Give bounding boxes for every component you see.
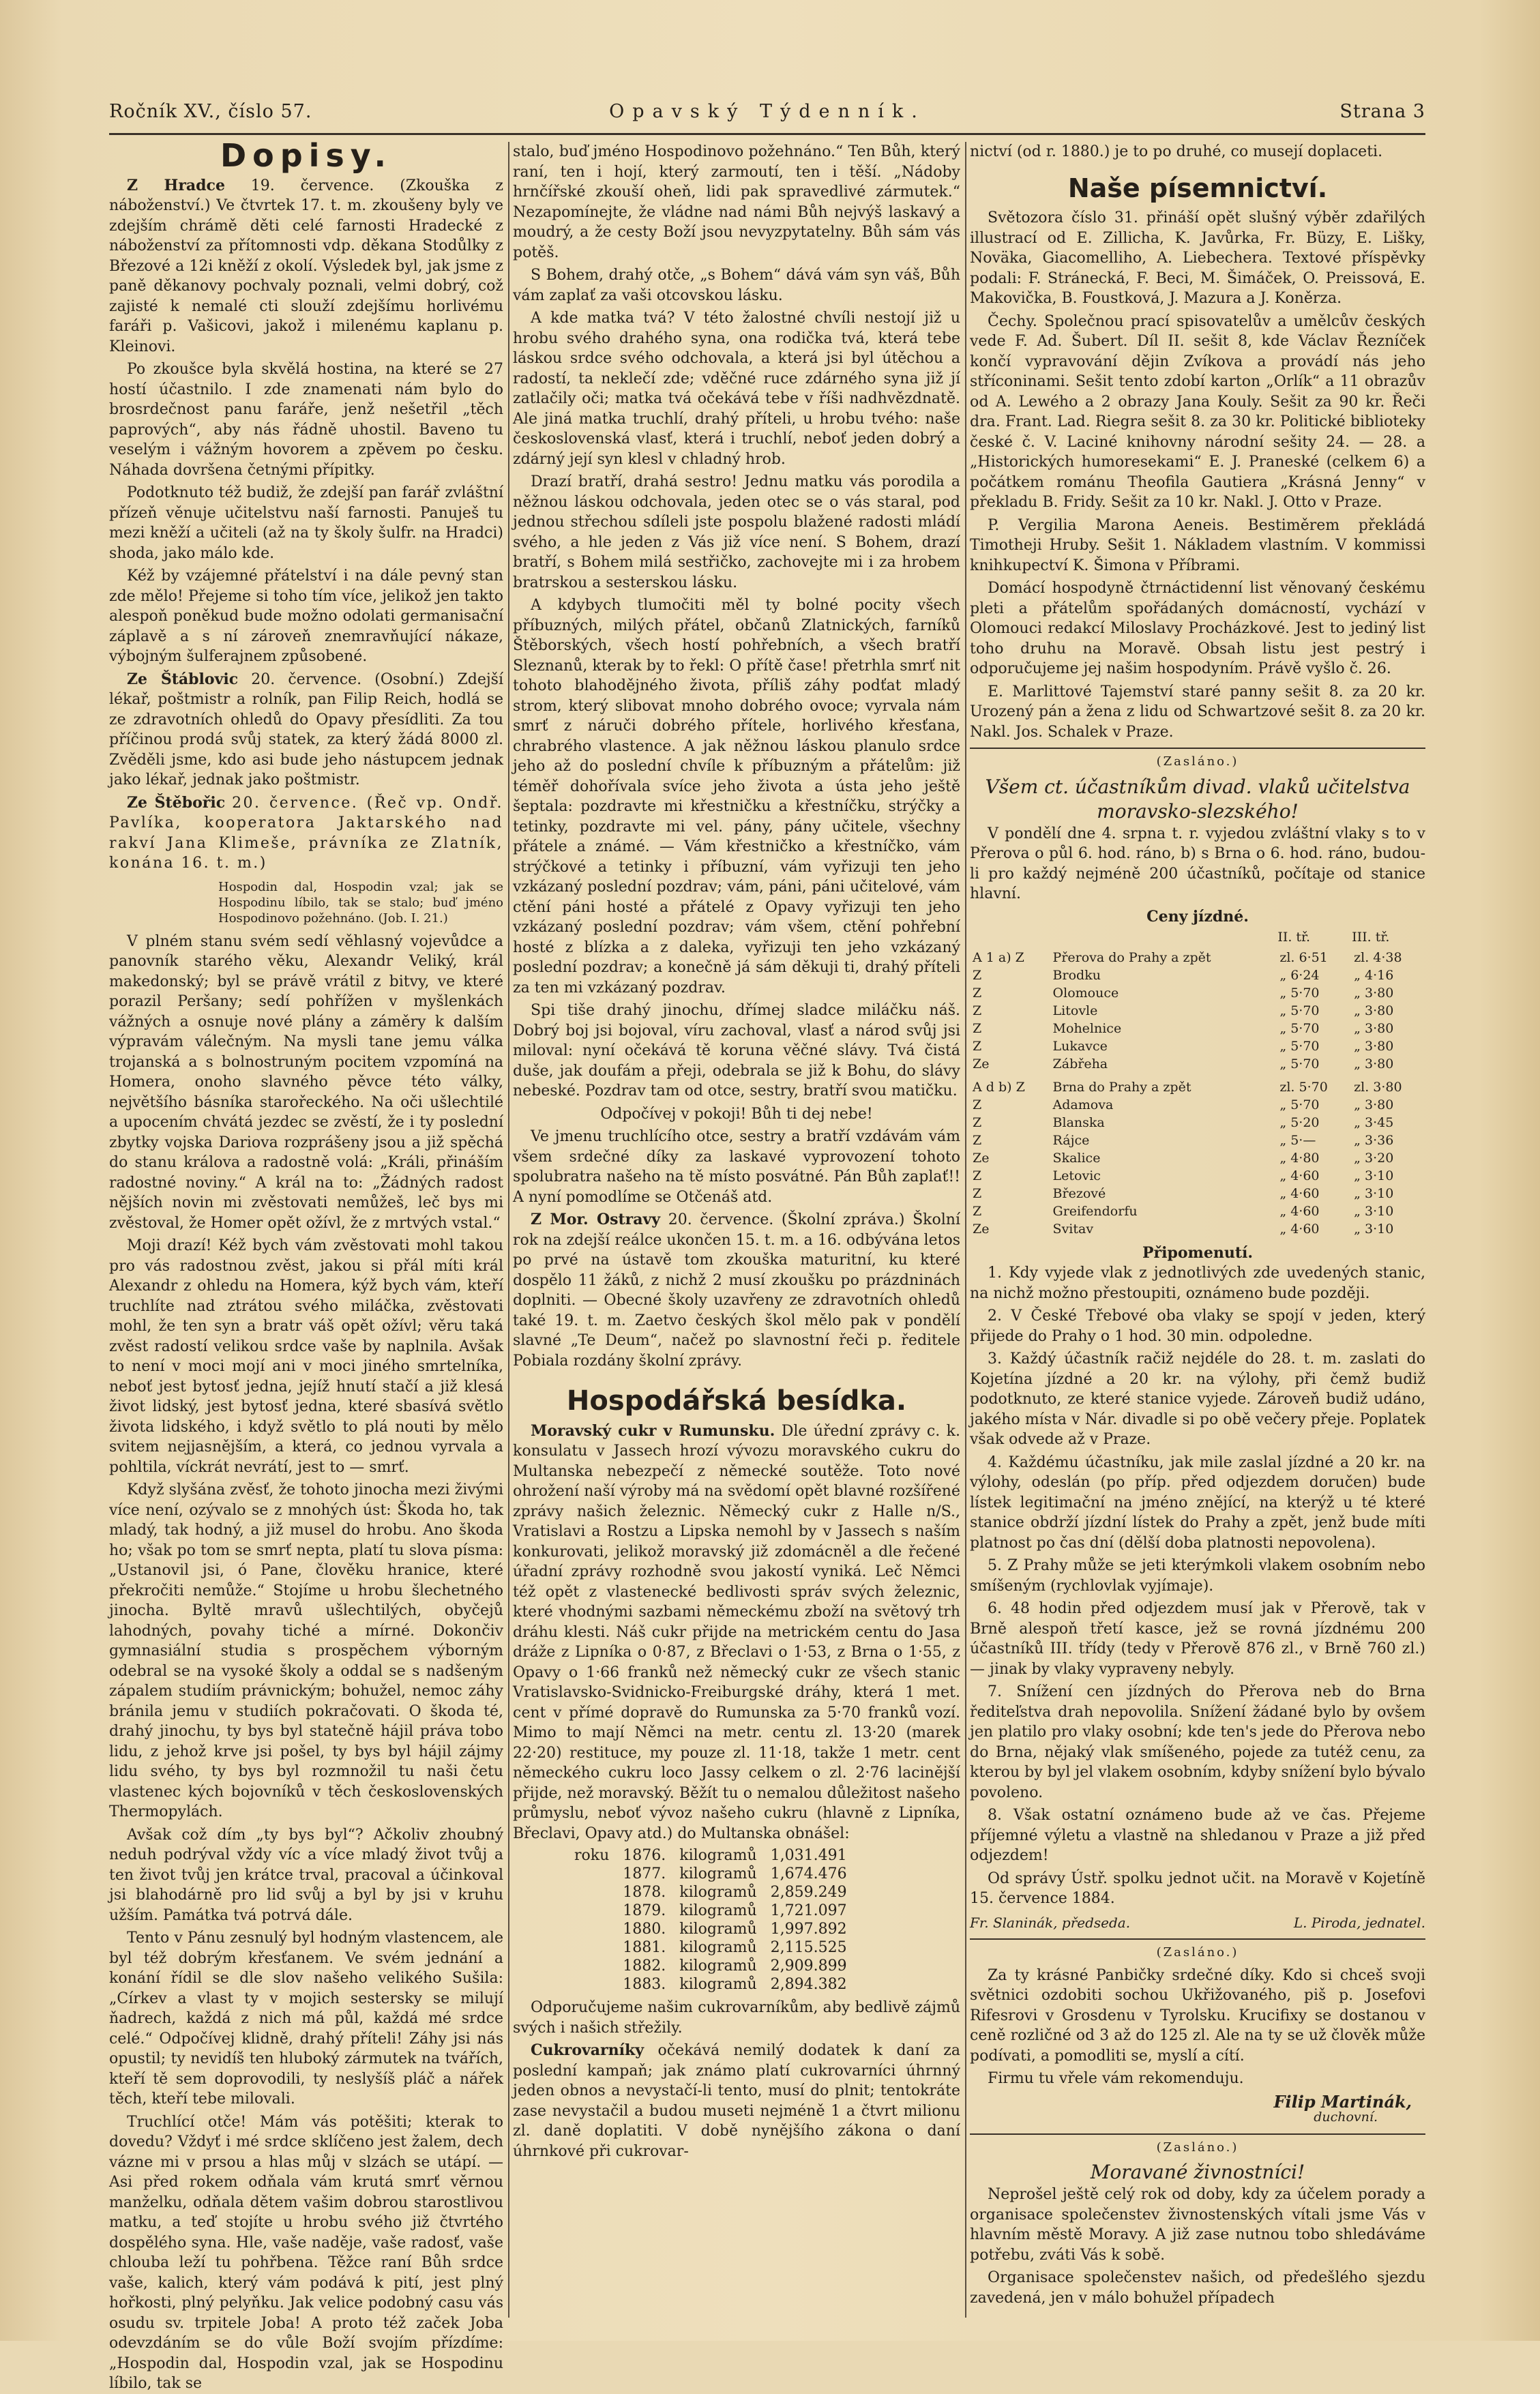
article-stablovic (109, 670, 503, 790)
fare-station: Svitav (1052, 1221, 1094, 1237)
zaslano-label: (Zasláno.) (970, 748, 1425, 772)
fare-station: Letovic (1052, 1168, 1101, 1183)
table-row (970, 966, 1425, 984)
paragraph: A kdybych tlumočiti měl ty bolné pocity všech příbuzných, milých přátel, občanů Zlatnických, farníků Štěborských, všech hostí pohřebních, a všech bratří Sleznanů, kterak by to řekl: O přítě čase! přetrhla smrť nit tohoto blahodějného života, příliš záhy podťat mladý strom, který slibovat mnoho dobrého ovoce; vyrvala nám smrť z náruči dobrého přítele, horlivého křesťana, chrabrého vlastence. A jak něžnou láskou planulo srdce jeho až do poslední chvíle k příbuzným a přátelům: již téměř dohořívala svíce jeho života a ústa jeho ještě šeptala: pozdravte mi křestničku a křestníčku, strýčky a tetinky, pozdravte mi vel. pány, pány učitele, všechny přátele a známé. — Vám křestničko a křestníčko, vám strýčkové a tetinky i příbuzní, vám vyřizuji ten jeho vzkázaný poslední pozdrav; vám, páni, páni učitelové, vám ctění páni hosté a přátelé z Opavy vyřizuji ten jeho vzkázaný poslední pozdrav; vám všem, ctění pohřební hosté z blízka a z daleka, vyřizuji ten jeho vzkázaný poslední pozdrav; a konečně já sám děkuji ti, drahý příteli za ten mi vzkázaný pozdrav. (513, 597, 960, 996)
table-row (970, 1055, 1425, 1073)
stats-value: 2,894.382 (770, 1976, 847, 1993)
fare-third-class: „ 3·80 (1354, 1003, 1394, 1018)
fare-station: Březové (1052, 1185, 1106, 1201)
stats-value: 2,859.249 (770, 1884, 847, 1901)
fare-second-class: „ 5·70 (1279, 1038, 1320, 1054)
table-row (567, 1846, 854, 1865)
newspaper-title: Opavský Týdenník. (609, 101, 926, 122)
fare-third-class: zl. 3·80 (1354, 1079, 1402, 1095)
article-hradec (109, 176, 503, 357)
table-row (970, 1037, 1425, 1055)
paragraph: Tento v Pánu zesnulý byl hodným vlastencem, ale byl též dobrým křesťanem. Ve svém jednání a konání řídil se dle slov našeho velikého Sušila: „Církev a vlast ty v mojich sestersky se milují ňadrech, každá z nich má půl, každá mé srdce celé.“ Odpočívej klidně, drahý příteli! Záhy jsi nás opustil; ty nevidíš ten hluboký zármutek na tvářích, kteří tě sem doprovodili, ty neslyšíš pláč a nářek těch, kteří tebe milovali. (109, 1930, 503, 2108)
table-row (970, 1114, 1425, 1132)
fare-prefix: Z (973, 1097, 982, 1112)
signature-left: Fr. Slaninák, předseda. (970, 1914, 1131, 1931)
stats-label (567, 1865, 616, 1883)
fare-third-class: „ 3·80 (1354, 1038, 1394, 1054)
table-row (567, 1975, 854, 1994)
paragraph: stalo, buď jméno Hospodinovo požehnáno.“ Ten Bůh, který raní, ten i hojí, který zarmoutí, ten i těší. „Nádoby hrnčířské zkouší oheň, lidi pak spravedlivé zármutek.“ Nezapomínejte, že vládne nad námi Bůh nejvýš laskavý a moudrý, a že cesty Boží jsou nevyzpytatelny. Bůh sám vás potěš. (513, 143, 960, 261)
note-item: 6. 48 hodin před odjezdem musí jak v Přerově, tak v Brně alespoň třetí kasce, jež se rovná jízdnému 200 účastníků III. třídy (tedy v Přerově 876 zl., v Brně 760 zl.) — jinak by vlaky vypraveny nebyly. (970, 1600, 1425, 1678)
column-2 (513, 142, 960, 2311)
fare-third-class: „ 3·36 (1354, 1132, 1394, 1148)
fares-col-3: III. tř. (1352, 930, 1390, 945)
issue-number: Ročník XV., číslo 57. (109, 101, 312, 122)
fare-prefix: Z (973, 1132, 982, 1148)
fare-station: Blanska (1052, 1114, 1105, 1130)
article-cukrovarnici (513, 2041, 960, 2161)
fare-prefix: Z (973, 1185, 982, 1201)
stats-year: 1878. (623, 1884, 666, 1901)
stats-label (567, 1883, 616, 1902)
paragraph: Odporučujeme našim cukrovarníkům, aby bedlivě zájmů svých i našich střežily. (513, 1999, 960, 2037)
stats-unit: kilogramů (679, 1902, 757, 1919)
paragraph: Organisace společenstev našich, od předešlého sjezdu zavedená, jen v málo bohužel případech (970, 2269, 1425, 2307)
paragraph: V plném stanu svém sedí věhlasný vojevůdce a panovník starého věku, Alexandr Veliký, král makedonský; byl se právě vrátil z bitvy, ve které porazil Peršany; sedí pohřížen v myšlenkách vážných a osnuje nové plány a záměry k dalším výpravám válečným. Na mysli tane jemu válka trojanská a s bolnostruným pocitem vzpomíná na Homera, onoho slavného pěvce této války, největšího básníka starořeckého. Na oči ušlechtilé a upocením chvátá jezdec se zvěstí, že i ty poslední zbytky vojska Dariova rozprášeny jsou a již spěchá do stanu králova a radostně volá: „Králi, přináším radostné noviny.“ A král na to: „Žádných radost nějších novin mi zvěstovati nemůžeš, leč bys mi zvěstoval, že Homer opět ožívl, že z mrtvých vstal.“ (109, 932, 503, 1232)
fare-station: Adamova (1052, 1097, 1114, 1112)
stats-label (567, 1902, 616, 1920)
epigraph-quote: Hospodin dal, Hospodin vzal; jak se Hospodinu líbilo, tak se stalo; buď jméno Hospodinovo požehnáno. (Job. I. 21.) (218, 879, 503, 926)
stats-value: 2,909.899 (770, 1957, 847, 1975)
stats-year: 1879. (623, 1902, 666, 1919)
stats-year: 1882. (623, 1957, 666, 1975)
fares-col-2: II. tř. (1277, 930, 1311, 945)
note-item: 2. V České Třebové oba vlaky se spojí v jeden, který přijede do Prahy o 1 hod. 30 min. odpoledne. (970, 1307, 1425, 1345)
fare-second-class: „ 4·60 (1279, 1185, 1320, 1201)
fares-title: Ceny jízdné. (1146, 907, 1249, 926)
paragraph: Od správy Ústř. spolku jednot učit. na Moravě v Kojetíně 15. července 1884. (970, 1870, 1425, 1907)
fare-station: Brna do Prahy a zpět (1052, 1079, 1191, 1095)
fare-prefix: Z (973, 1003, 982, 1018)
fare-station: Rájce (1052, 1132, 1090, 1148)
stats-label (567, 1920, 616, 1938)
article-steborice (109, 793, 503, 874)
fare-prefix: Ze (973, 1221, 990, 1237)
header-rule (109, 133, 1425, 135)
stats-unit: kilogramů (679, 1921, 757, 1938)
dateline: Z Hradce (127, 176, 225, 194)
fare-station: Greifendorfu (1052, 1203, 1138, 1219)
paragraph: S Bohem, drahý otče, „s Bohem“ dává vám syn váš, Bůh vám zaplať za vaši otcovskou lásku. (513, 267, 960, 304)
table-row (567, 1902, 854, 1920)
paragraph: Firmu tu vřele vám rekomenduju. (988, 2070, 1244, 2087)
paragraph: Moji drazí! Kéž bych vám zvěstovati mohl takou pro vás radostnou zvěst, jakou si přál míti král Alexandr z ohledu na Homera, kýž bych vám, kteří truchlíte nad ztrátou svého miláčka, zvěstovati mohl, že ten syn a bratr váš opět ožívl; věru taká zvěst radostí velikou srdce vaše by naplnila. Avšak to není v moci mojí ani v moci jiného smrtelníka, neboť jest bytosť jedna, jejíž hnutí stačí a již klesá život lidský, jest bytosť jedna, které sbasívá světlo života lidského, i když světlo to plá nouti by mělo svitem nejjasnějším, a která, co jednou vyrvala a pohltila, víckrát nevrátí, jest to — smrť. (109, 1237, 503, 1476)
fare-station: Olomouce (1052, 985, 1119, 1001)
stats-unit: kilogramů (679, 1847, 757, 1864)
stats-label (567, 1957, 616, 1975)
table-row (970, 1132, 1425, 1149)
fare-second-class: „ 6·24 (1279, 967, 1320, 983)
fare-second-class: zl. 5·70 (1279, 1079, 1328, 1095)
fare-second-class: „ 5·— (1279, 1132, 1316, 1148)
paragraph: Ve jmenu truchlícího otce, sestry a bratří vzdávám vám všem srdečné díky za laskavé vyprovození tohoto spolubratra našeho na tě místo posvátné. Pán Bůh zaplať!! A nyní pomodlíme se Otčenáš atd. (513, 1128, 960, 1206)
table-row (970, 1185, 1425, 1202)
stats-value: 1,721.097 (770, 1902, 847, 1919)
fare-second-class: „ 4·60 (1279, 1168, 1320, 1183)
paragraph: Když slyšána zvěsť, že tohoto jinocha mezi živými více není, ozývalo se z mnohých úst: Škoda ho, tak mladý, tak hodný, a již musel do hrobu. Ano škoda ho; však po tom se smrť nepta, platí tu slova písma: „Ustanovil jsi, ó Pane, člověku hranice, které překročiti nemůže.“ Stojíme u hrobu šlechetného jinocha. Byltě mravů ušlechtilých, obyčejů lahodných, povahy tiché a mírné. Dokončiv gymnasiální studia s prospěchem výborným odebral se na vysoké školy a oddal se s nadšeným zápalem studiím právnickým; bohužel, nemoc záhy bránila jemu v studiích pokračovati. O škoda té, drahý jinochu, ty bys byl statečně hájil práva tobo lidu, z jehož krve jsi pošel, ty bys byl hájil zájmy lidu svého, ty bys byl rozmnožil tu naši četu vlastenec kých bojovníků v těch československých Thermopylách. (109, 1481, 503, 1820)
stats-year: 1877. (623, 1865, 666, 1882)
fare-third-class: „ 3·10 (1354, 1185, 1394, 1201)
fare-second-class: „ 4·60 (1279, 1221, 1320, 1237)
fare-prefix: Ze (973, 1150, 990, 1166)
fare-second-class: „ 5·70 (1279, 1097, 1320, 1112)
fare-second-class: zl. 6·51 (1279, 949, 1328, 965)
column-1 (109, 137, 503, 2392)
fares-table (970, 927, 1425, 1243)
section-title-hospodarska: Hospodářská besídka. (566, 1385, 907, 1417)
table-row (970, 1020, 1425, 1037)
section-title-pisemnictvi: Naše písemnictví. (1067, 173, 1328, 203)
table-row (567, 1957, 854, 1975)
signatures (970, 1913, 1425, 1934)
notes-list (970, 1263, 1425, 1866)
paragraph: A kde matka tvá? V této žalostné chvíli nestojí již u hrobu svého drahého syna, ona rodička tvá, která tebe láskou srdce svého odchovala, a která jsi byl útěchou a radostí, ta neklečí zde; vděčné ruce zdárného syna již jí zatlačily oči; matka tvá očekává tebe v říši nadhvězdnatě. Ale jiná matka truchlí, drahý příteli, u hrobu tvého: naše československá vlasť, která i truchlí, neboť jeden dobrý a zdárný její syn klesl v chladný hrob. (513, 310, 960, 468)
fare-prefix: A d b) Z (973, 1079, 1025, 1095)
fare-third-class: „ 3·80 (1354, 1056, 1394, 1072)
table-row (970, 1096, 1425, 1114)
stats-year: 1881. (623, 1939, 666, 1956)
note-item: 4. Každému účastníku, jak mile zaslal jízdné a 20 kr. na výlohy, odeslán (po příp. před odjezdem doručen) bude lístek legitimační na jméno znějící, na kterýž u té které stanice obdrží jízdní lístek do Prahy a zpět, jenž bude míti platnost po čas dní (dělší doba platnosti nepovolena). (970, 1453, 1425, 1552)
page-header (109, 101, 1425, 131)
table-row (970, 1220, 1425, 1238)
fare-second-class: „ 5·70 (1279, 1056, 1320, 1072)
fare-prefix: Z (973, 1168, 982, 1183)
stats-label (567, 1975, 616, 1994)
fare-station: Brodku (1052, 967, 1101, 983)
column-3 (970, 142, 1425, 2311)
fare-station: Zábřeha (1052, 1056, 1108, 1072)
fare-second-class: „ 5·70 (1279, 1020, 1320, 1036)
page-number: Strana 3 (1339, 101, 1425, 122)
paragraph: 19. července. (Zkouška z náboženství.) Ve čtvrtek 17. t. m. zkoušeny byly ve zdejším chrámě děti celé farnosti Hradecké z náboženství za přítomnosti vdp. děkana Stodůlky z Březové a 12i kněží z okolí. Výsledek byl, jak jsme z paně děkanovy pochvaly poznali, velmi dobrý, což zajisté k nemalé cti slouží zdejšímu horlivému faráři p. Vašicovi, jakož i milenému kaplanu p. Kleinovi. (109, 177, 503, 355)
note-item: 8. Však ostatní oznámeno bude až ve čas. Přejeme příjemné výletu a vlastně na shledanou v Praze a již před odjezdem! (970, 1807, 1425, 1864)
paragraph: očekává nemilý dodatek k daní za poslední kampaň; jak známo platí cukrovarníci úhrnný jeden obnos a nevystačí-li tento, musí do plnit; tentokráte zase nevystačil a budou museti nejméně 1 a čtvrt milionu zl. daně doplatiti. V době nynějšího zákona o daní úhrnkové při cukrovar- (513, 2042, 960, 2160)
fare-third-class: „ 3·80 (1354, 1097, 1394, 1112)
fare-third-class: „ 4·16 (1354, 967, 1394, 983)
paragraph: 20. července. (Školní zpráva.) Školní rok na zdejší reálce ukončen 15. t. m. a 16. odbývána letos po prvé na ústavě tom zkouška maturitní, ku které dospělo 11 žáků, z nichž 2 musí zkoušku po prázdninách doplniti. — Obecné školy uzavřeny ze zdravotních ohledů také 19. t. m. Zaetvo českých škol mělo pak v pondělí slavné „Te Deum“, načež po slavnostní řeči p. ředitele Pobiala rozdány školní zprávy. (513, 1211, 960, 1370)
fare-prefix: Z (973, 1020, 982, 1036)
paragraph: 20. července. (Osobní.) Zdejší lékař, poštmistr a rolník, pan Filip Reich, hodlá se ze zdravotních ohledů do Opavy přesídliti. Za tou příčinou prodá svůj statek, za který žádá 8000 zl. Zvěděli jsme, kdo asi bude jeho nástupcem jednak jako lékař, jednak jako poštmistr. (109, 670, 503, 788)
fare-station: Litovle (1052, 1003, 1098, 1018)
table-row (970, 984, 1425, 1002)
spacer-cell (970, 1073, 1050, 1078)
note-item: 5. Z Prahy může se jeti kterýmkoli vlakem osobním nebo smíšeným (rychlovlak vyjímaje). (970, 1557, 1425, 1595)
note-item: 3. Každý účastník račiž nejdéle do 28. t. m. zaslati do Kojetína jízdné a 20 kr. na výlohy, při čemž budiž podotknuto, ze které stanice vyjede. Zároveň budiž udáno, jakého místa v Nár. divadle si po obě večery přeje. Poplatek však odvede až v Praze. (970, 1350, 1425, 1448)
spacer-cell (970, 1238, 1050, 1243)
fare-second-class: „ 4·80 (1279, 1150, 1320, 1166)
zaslano-label: (Zasláno.) (970, 2133, 1425, 2158)
fare-third-class: „ 3·10 (1354, 1168, 1394, 1183)
fare-second-class: „ 5·70 (1279, 1003, 1320, 1018)
column-divider-1 (508, 142, 509, 2318)
paragraph: Drazí bratří, drahá sestro! Jednu matku vás porodila a něžnou láskou odchovala, jeden otec se o vás staral, pod jednou střechou sdíleli jste pospolu blažené radosti mládí svého, a hle jeden z Vás již více není. S Bohem, drazí bratří, s Bohem milá sestřičko, zachovejte mi i za hrobem bratrskou a sesterskou lásku. (513, 473, 960, 591)
stats-unit: kilogramů (679, 1939, 757, 1956)
stats-label (567, 1938, 616, 1957)
fare-second-class: „ 5·20 (1279, 1114, 1320, 1130)
paragraph: 20. července. (Řeč vp. Ondř. Pavlíka, kooperatora Jaktarského nad rakví Jana Klimeše, právníka ze Zlatník, konána 16. t. m.) (109, 794, 503, 872)
fare-second-class: „ 4·60 (1279, 1203, 1320, 1219)
article-heading: Moravský cukr v Rumunsku. (531, 1421, 775, 1440)
section-title-dopisy: Dopisy. (220, 137, 393, 174)
fare-station: Skalice (1052, 1150, 1101, 1166)
notice-heading: Všem ct. účastníkům divad. vlaků učitelstva moravsko-slezského! (985, 775, 1410, 823)
stats-year: 1883. (623, 1976, 666, 1993)
fare-prefix: Z (973, 985, 982, 1001)
paragraph: Neprošel ještě celý rok od doby, kdy za účelem porady a organisace společenstev živnostenských vítali jsme Vás v hlavním městě Moravy. A již zase nutnou tobo shledáváme potřebu, zváti Vás k sobě. (970, 2186, 1425, 2264)
table-row (970, 1149, 1425, 1167)
paragraph: E. Marlittové Tajemství staré panny sešit 8. za 20 kr. Urozený pán a žena z lidu od Schwartzové sešit 8. za 20 kr. Nakl. Jos. Schalek v Praze. (970, 683, 1425, 741)
column-divider-2 (965, 142, 966, 2318)
paragraph: Odpočívej v pokoji! Bůh ti dej nebe! (600, 1105, 873, 1123)
note-item: 7. Snížení cen jízdných do Přerova neb do Brna řediteľstva drah nepovolila. Snížení žádané bylo by ovšem jen platilo pro vlaky osobní; kde ten's jede do Přerova nebo do Brna, nějaký vlak smíšeného, pojede za tutéž cenu, za kterou by byl jel vlakem osobním, kdyby snížení bylo bývalo povoleno. (970, 1683, 1425, 1801)
stats-label: roku (574, 1847, 610, 1864)
paragraph: Truchlící otče! Mám vás potěšiti; kterak to dovedu? Vždyť i mé srdce sklíčeno jest žalem, dech vázne mi v prsou a hlas můj v slzách se utápí. — Asi před rokem odňala vám krutá smrť věrnou manželku, odňala dětem vašim dobrou starostlivou matku, a teď stojíte u hrobu svého již čtvrtého dospělého syna. Hle, vaše naděje, vaše radosť, vaše chlouba leží tu pohřbena. Těžce raní Bůh srdce vaše, kalich, který vám podává k pití, jest plný hořkosti, plný pelyňku. Jak velice podobný casu vás osudu sv. trpitele Joba! A proto též začek Joba odevzdáním se do vůle Boží svojím přízdíme: „Hospodin dal, Hospodin vzal, jak se Hospodinu líbilo, tak se (109, 2113, 503, 2392)
paragraph: Domácí hospodyně čtrnáctidenní list věnovaný českému pleti a přátelům spořádaných domácností, vychází v Olomouci redakcí Miloslavy Procházkové. Jest to jediný list toho druhu na Moravě. Obsah listu jest pestrý i odporučujeme jej našim hospodyním. Právě vyšlo č. 26. (970, 580, 1425, 677)
table-row (970, 1078, 1425, 1096)
fare-third-class: „ 3·20 (1354, 1150, 1394, 1166)
signature: Filip Martinák, (1273, 2091, 1412, 2112)
signature-title: duchovní. (1314, 2110, 1378, 2125)
dateline: Ze Štáblovic (127, 670, 239, 688)
fare-prefix: A 1 a) Z (973, 949, 1024, 965)
article-ostrava (513, 1210, 960, 1371)
fare-prefix: Z (973, 1114, 982, 1130)
paragraph: Po zkoušce byla skvělá hostina, na které se 27 hostí účastnilo. I zde znamenati nám bylo do brosrdečnost panu faráře, jenž nešetřil „těch paprových“, aby nás řádně uhostil. Baveno tu veselým i vážným hovorem a zpěvem po česku. Náhada dovršena četnými přípitky. (109, 361, 503, 479)
fare-station: Přerova do Prahy a zpět (1052, 949, 1211, 965)
table-row-spacer (970, 1073, 1425, 1078)
stats-value: 1,674.476 (770, 1865, 847, 1882)
stats-unit: kilogramů (679, 1957, 757, 1975)
article-heading: Cukrovarníky (531, 2041, 645, 2059)
stats-unit: kilogramů (679, 1884, 757, 1901)
fare-prefix: Z (973, 1038, 982, 1054)
stats-value: 1,997.892 (770, 1921, 847, 1938)
table-row (970, 1167, 1425, 1185)
notice-heading: Moravané živnostníci! (1090, 2161, 1305, 2183)
fare-station: Lukavce (1052, 1038, 1108, 1054)
stats-year: 1876. (623, 1847, 666, 1864)
fare-station: Mohelnice (1052, 1020, 1122, 1036)
fare-third-class: „ 3·45 (1354, 1114, 1394, 1130)
zaslano-label: (Zasláno.) (970, 1938, 1425, 1963)
paragraph: nictví (od r. 1880.) je to po druhé, co musejí doplaceti. (970, 143, 1383, 160)
paragraph: Spi tiše drahý jinochu, dřímej sladce miláčku náš. Dobrý boj jsi bojoval, víru zachoval, vlasť a národ svůj jsi miloval: nyní očekává tě koruna věčné slávy. Tvá čistá duše, jak doufám a přeji, odebrala se již k Bohu, do slávy nebeské. Pozdrav tam od otce, sestry, bratří svou matičku. (513, 1002, 960, 1099)
paragraph: Kéž by vzájemné přátelství i na dále pevný stan zde mělo! Přejeme si toho tím více, jelikož jen takto alespoň poněkud bude možno odolati germanisační záplavě a s ní zároveň znemravňující nákaze, výbojným šulferajnem způsobené. (109, 567, 503, 665)
dateline: Ze Štěbořic (127, 793, 226, 812)
stats-year: 1880. (623, 1921, 666, 1938)
table-row (567, 1938, 854, 1957)
paragraph: Dle úřední zprávy c. k. konsulatu v Jassech hrozí vývozu moravského cukru do Multanska nebezpečí z německé soutěže. Toto nové ohrožení naší výroby má na svědomí opět blavné rozšířené zprávy našich železnic. Německý cukr z Halle n/S., Vratislavi a Rostzu a Lipska nemohl by v Jassech s naším konkurovati, jelikož moravský již zdomácněl a dle řečené úřadní zprávy rozhodně svou jakostí vyniká. Leč Němci též opět z vlastenecké bedlivosti správ svých železnic, které vhodnými sazbami německému zboží na světový trh dráhu klesti. Náš cukr přijde na metrickém centu do Jasa dráže z Lipníka o 0·87, z Břeclavi o 1·53, z Brna o 1·55, z Opavy o 1·66 franků než německý cukr ze všech stanic Vratislavsko-Svidnicko-Freiburgské dráhy, která 1 met. cent v přímé dopravě do Rumunska za 5·70 franků vozí. Mimo to mají Němci na metr. centu zl. 13·20 (marek 22·20) restituce, my pouze zl. 11·18, takže 1 metr. cent německého cukru loco Jassy celkem o zl. 2·76 lacinější přijde, než moravský. Běžít tu o nemalou důležitost našeho průmyslu, neboť vývoz našeho cukru (hlavně z Lipníka, Břeclavi, Opavy atd.) do Multanska obnášel: (513, 1422, 960, 1842)
fare-prefix: Z (973, 1203, 982, 1219)
fare-third-class: „ 3·10 (1354, 1221, 1394, 1237)
stats-unit: kilogramů (679, 1976, 757, 1993)
dateline: Z Mor. Ostravy (531, 1211, 661, 1228)
table-row (567, 1883, 854, 1902)
paragraph: Podotknuto též budiž, že zdejší pan farář zvláštní přízeň věnuje učitelstvu naší farnosti. Panuješ tu mezi kněží a učiteli (až na ty školy šulfr. na Hradci) shoda, jako málo kde. (109, 484, 503, 562)
table-row (567, 1865, 854, 1883)
paragraph: Avšak což dím „ty bys byl“? Ačkoliv zhoubný neduh podrýval vždy víc a více mladý život tvůj a ten život tvůj jen krátce trval, pracoval a účinkoval jsi blahodárně pro lid svůj a byl by jsi v kruhu užším. Památka tvá potrvá dále. (109, 1826, 503, 1924)
fare-third-class: zl. 4·38 (1354, 949, 1402, 965)
fare-third-class: „ 3·10 (1354, 1203, 1394, 1219)
table-row-spacer (970, 1238, 1425, 1243)
signature-right: L. Piroda, jednatel. (1293, 1914, 1425, 1931)
fare-prefix: Z (973, 967, 982, 983)
article-cukr (513, 1421, 960, 1844)
table-row (970, 949, 1425, 966)
paragraph: Za ty krásné Panbičky srdečné díky. Kdo si chceš svoji světnici ozdobiti sochou Ukřižovaného, piš p. Josefovi Rifesrovi v Grosdenu v Tyrolsku. Krucifixy se dostanou v ceně rozličné od 3 až do 125 zl. Ale na ty se už člověk může podívati, a pomodliti se, myslí a cítí. (970, 1966, 1425, 2065)
notes-title: Připomenutí. (1142, 1243, 1253, 1262)
fare-prefix: Ze (973, 1056, 990, 1072)
stats-value: 1,031.491 (770, 1847, 847, 1864)
paragraph: Čechy. Společnou prací spisovatelův a umělcův českých vede F. Ad. Šubert. Díl II. sešit 8, kde Václav Řezníček končí vypravování dějin Zvíkova a provádí nás jeho stříconinami. Sešit tento zdobí karton „Orlík“ a 11 obrazův od A. Lewého a 2 obrazy Jana Kouly. Sešit za 90 kr. Řeči dra. Frant. Lad. Riegra sešit 8. za 30 kr. Politické biblioteky české č. V. Laciné knihovny národní sešity 24. — 28. a „Historických humoresekami“ E. J. Praneské (celkem 6) a počátkem románu Theofila Gautiera „Krásná Jenny“ v překladu B. Fridy. Sešit za 10 kr. Nakl. J. Otto v Praze. (970, 312, 1425, 511)
stats-value: 2,115.525 (770, 1939, 847, 1956)
fare-second-class: „ 5·70 (1279, 985, 1320, 1001)
stats-unit: kilogramů (679, 1865, 757, 1882)
table-row (970, 1202, 1425, 1220)
table-row (970, 1002, 1425, 1020)
fare-third-class: „ 3·80 (1354, 985, 1394, 1001)
paragraph: V pondělí dne 4. srpna t. r. vyjedou zvláštní vlaky s to v Přerova o půl 6. hod. ráno, b) s Brna o 6. hod. ráno, budou-li pro každý nejméně 200 účastníků, počítaje od stanice hlavní. (970, 825, 1425, 902)
paragraph: P. Vergilia Marona Aeneis. Bestiměrem překládá Timotheji Hruby. Sešit 1. Nákladem vlastním. V kommissi knihkupectví K. Šimona v Příbrami. (970, 516, 1425, 574)
fare-third-class: „ 3·80 (1354, 1020, 1394, 1036)
paragraph: Světozora číslo 31. přináší opět slušný výběr zdařilých illustrací od E. Zillicha, K. Javůrka, Fr. Büzy, E. Lišky, Noväka, Giacomelliho, A. Liebechera. Textové příspěvky podali: F. Stránecká, F. Beci, M. Šimáček, O. Preissová, E. Makovička, B. Foustková, J. Mazura a J. Koněrza. (970, 209, 1425, 307)
table-row (567, 1920, 854, 1938)
note-item: 1. Kdy vyjede vlak z jednotlivých zde uvedených stanic, na nichž možno přestoupiti, oznámeno bude později. (970, 1265, 1425, 1302)
sugar-export-table (567, 1846, 854, 1994)
